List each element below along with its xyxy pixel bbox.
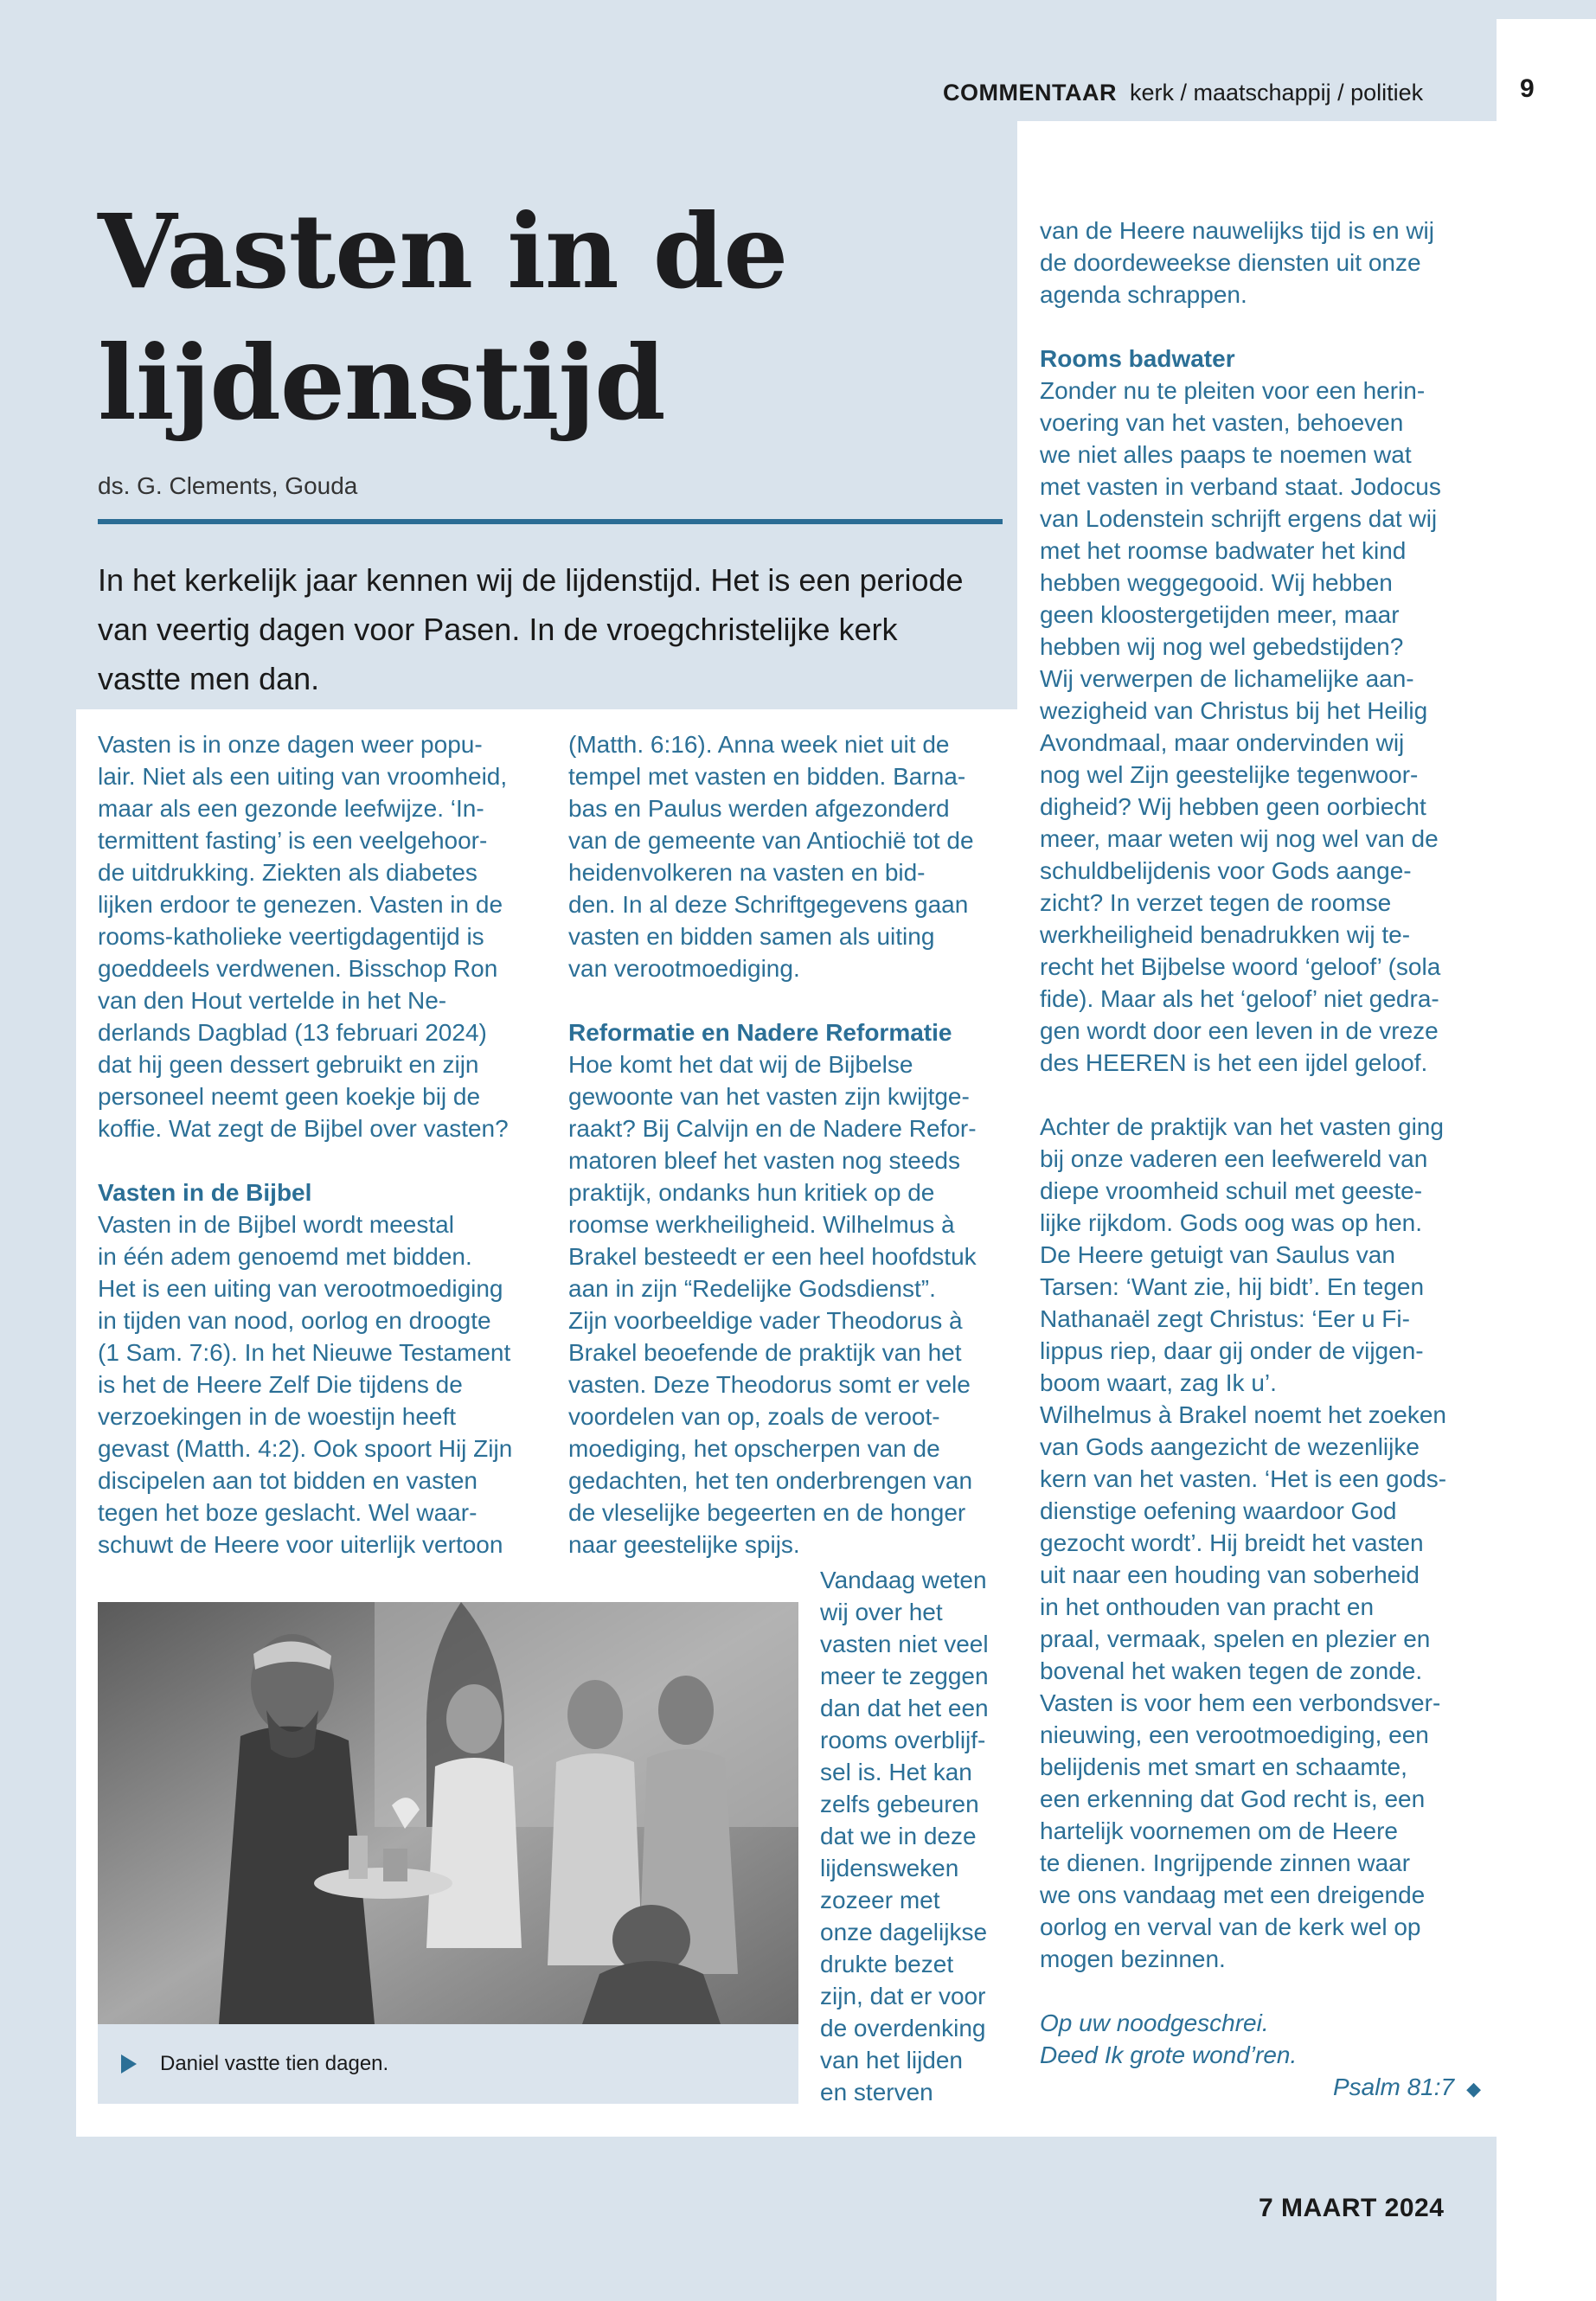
lead-paragraph xyxy=(98,555,1016,703)
text-line: Wilhelmus à Brakel noemt het zoeken xyxy=(1040,1401,1446,1428)
text-line: lijdensweken xyxy=(820,1855,959,1881)
text-line: gewoonte van het vasten zijn kwijtge- xyxy=(568,1083,970,1110)
text-line: praktijk, ondanks hun kritiek op de xyxy=(568,1179,935,1206)
text-line: bij onze vaderen een leefwereld van xyxy=(1040,1145,1428,1172)
text-line: wij over het xyxy=(820,1599,943,1625)
text-line: een erkenning dat God recht is, een xyxy=(1040,1785,1426,1812)
text-line: Achter de praktijk van het vasten ging xyxy=(1040,1113,1444,1140)
text-line: matoren bleef het vasten nog steeds xyxy=(568,1147,960,1174)
text-line: gevast (Matth. 4:2). Ook spoort Hij Zijn xyxy=(98,1435,513,1462)
text-line: Vasten in de Bijbel wordt meestal xyxy=(98,1211,454,1238)
text-line: de overdenking xyxy=(820,2015,986,2041)
text-line: de doordeweekse diensten uit onze xyxy=(1040,249,1421,276)
text-line: schuldbelijdenis voor Gods aange- xyxy=(1040,857,1412,884)
text-line: de uitdrukking. Ziekten als diabetes xyxy=(98,859,478,886)
text-line: schuwt de Heere voor uiterlijk vertoon xyxy=(98,1531,503,1558)
text-line: Zijn voorbeeldige vader Theodorus à xyxy=(568,1307,963,1334)
text-line: drukte bezet xyxy=(820,1951,954,1977)
text-line: en sterven xyxy=(820,2079,933,2106)
text-line: hebben wij nog wel gebedstijden? xyxy=(1040,633,1404,660)
text-line: Brakel besteedt er een heel hoofdstuk xyxy=(568,1243,977,1270)
text-line: onze dagelijkse xyxy=(820,1919,988,1945)
subheading-rooms-badwater: Rooms badwater xyxy=(1040,345,1235,372)
paragraph xyxy=(98,1208,539,1561)
text-line: dan dat het een xyxy=(820,1695,989,1721)
caption-text: Daniel vastte tien dagen. xyxy=(160,2052,389,2075)
text-line: De Heere getuigt van Saulus van xyxy=(1040,1241,1395,1268)
text-line: van Lodenstein schrijft ergens dat wij xyxy=(1040,505,1438,532)
quote-line-1: Op uw noodgeschrei. xyxy=(1040,2009,1269,2036)
text-line: meer, maar weten wij nog wel van de xyxy=(1040,825,1439,852)
text-line: de vleselijke begeerten en de honger xyxy=(568,1499,966,1526)
text-line: termittent fasting’ is een veelgehoor- xyxy=(98,827,488,854)
paragraph xyxy=(568,1048,1010,1561)
text-line: boom waart, zag Ik u’. xyxy=(1040,1369,1277,1396)
issue-date: 7 MAART 2024 xyxy=(1259,2194,1445,2222)
text-line: met vasten in verband staat. Jodocus xyxy=(1040,473,1441,500)
text-line: gezocht wordt’. Hij breidt het vasten xyxy=(1040,1529,1424,1556)
text-line: Vandaag weten xyxy=(820,1567,987,1593)
text-line: raakt? Bij Calvijn en de Nadere Refor- xyxy=(568,1115,977,1142)
text-line: uit naar een houding van soberheid xyxy=(1040,1561,1420,1588)
quote-line-2: Deed Ik grote wond’ren. xyxy=(1040,2041,1298,2068)
text-line: lair. Niet als een uiting van vroomheid, xyxy=(98,763,508,790)
text-line: gedachten, het ten onderbrengen van xyxy=(568,1467,973,1494)
text-line: Tarsen: ‘Want zie, hij bidt’. En tegen xyxy=(1040,1273,1425,1300)
text-line: is het de Heere Zelf Die tijdens de xyxy=(98,1371,463,1398)
end-mark-icon: ◆ xyxy=(1466,2078,1481,2099)
text-line: rooms-katholieke veertigdagentijd is xyxy=(98,923,484,950)
text-line: lijke rijkdom. Gods oog was op hen. xyxy=(1040,1209,1422,1236)
text-line: van de gemeente van Antiochië tot de xyxy=(568,827,974,854)
text-line: des HEEREN is het een ijdel geloof. xyxy=(1040,1049,1428,1076)
caption-arrow-icon xyxy=(121,2054,137,2073)
text-line: in tijden van nood, oorlog en droogte xyxy=(98,1307,491,1334)
quote-source: Psalm 81:7 ◆ xyxy=(1333,2073,1481,2100)
text-line: praal, vermaak, spelen en plezier en xyxy=(1040,1625,1431,1652)
text-line: wezigheid van Christus bij het Heilig xyxy=(1040,697,1428,724)
text-line: heidenvolkeren na vasten en bid- xyxy=(568,859,926,886)
text-line: hebben weggegooid. Wij hebben xyxy=(1040,569,1393,596)
text-line: goeddeels verdwenen. Bisschop Ron xyxy=(98,955,498,982)
text-line: naar geestelijke spijs. xyxy=(568,1531,800,1558)
text-line: derlands Dagblad (13 februari 2024) xyxy=(98,1019,487,1046)
text-line: vasten. Deze Theodorus somt er vele xyxy=(568,1371,971,1398)
byline: ds. G. Clements, Gouda xyxy=(98,472,358,499)
text-line: tegen het boze geslacht. Wel waar- xyxy=(98,1499,478,1526)
text-line: (1 Sam. 7:6). In het Nieuwe Testament xyxy=(98,1339,511,1366)
column-2-continued xyxy=(820,1564,1010,2108)
text-line: gen wordt door een leven in de vreze xyxy=(1040,1017,1439,1044)
text-line: personeel neemt geen koekje bij de xyxy=(98,1083,481,1110)
text-line: in één adem genoemd met bidden. xyxy=(98,1243,472,1270)
text-line: van Gods aangezicht de wezenlijke xyxy=(1040,1433,1420,1460)
text-line: mogen bezinnen. xyxy=(1040,1945,1226,1972)
text-line: van de Heere nauwelijks tijd is en wij xyxy=(1040,217,1434,244)
text-line: aan in zijn “Redelijke Godsdienst”. xyxy=(568,1275,936,1302)
text-line: Hoe komt het dat wij de Bijbelse xyxy=(568,1051,913,1078)
lead-line: vastte men dan. xyxy=(98,661,320,696)
text-line: (Matth. 6:16). Anna week niet uit de xyxy=(568,731,950,758)
paragraph xyxy=(1040,375,1481,1079)
page-number: 9 xyxy=(1520,74,1535,103)
column-3 xyxy=(1040,215,1481,2105)
subheading-reformatie: Reformatie en Nadere Reformatie xyxy=(568,1019,952,1046)
text-line: lippus riep, daar gij onder de vijgen- xyxy=(1040,1337,1424,1364)
text-line: Nathanaël zegt Christus: ‘Eer u Fi- xyxy=(1040,1305,1410,1332)
text-line: tempel met vasten en bidden. Barna- xyxy=(568,763,966,790)
text-line: kern van het vasten. ‘Het is een gods- xyxy=(1040,1465,1447,1492)
text-line: bovenal het waken tegen de zonde. xyxy=(1040,1657,1423,1684)
text-line: dat we in deze xyxy=(820,1823,977,1849)
text-line: Vasten is in onze dagen weer popu- xyxy=(98,731,483,758)
article-title xyxy=(98,186,1015,449)
lead-line: van veertig dagen voor Pasen. In de vroegchristelijke kerk xyxy=(98,612,898,647)
text-line: dienstige oefening waardoor God xyxy=(1040,1497,1397,1524)
text-line: rooms overblijf- xyxy=(820,1727,986,1753)
section-label xyxy=(943,80,1423,106)
text-line: dat hij geen dessert gebruikt en zijn xyxy=(98,1051,479,1078)
figure-caption xyxy=(98,2024,798,2104)
paragraph xyxy=(1040,1111,1481,1975)
text-line: vasten en bidden samen als uiting xyxy=(568,923,935,950)
lead-line: In het kerkelijk jaar kennen wij de lijdenstijd. Het is een periode xyxy=(98,562,964,598)
text-line: vasten niet veel xyxy=(820,1631,989,1657)
paragraph xyxy=(98,728,539,1144)
text-line: recht het Bijbelse woord ‘geloof’ (sola xyxy=(1040,953,1441,980)
text-line: diepe vroomheid schuil met geeste- xyxy=(1040,1177,1423,1204)
title-line-2: lijdenstijd xyxy=(98,323,665,443)
text-line: oorlog en verval van de kerk wel op xyxy=(1040,1913,1421,1940)
illustration-artwork xyxy=(98,1602,798,2024)
illustration-daniel xyxy=(98,1602,798,2024)
paragraph xyxy=(568,728,1010,984)
text-line: Zonder nu te pleiten voor een herin- xyxy=(1040,377,1426,404)
text-line: Het is een uiting van verootmoediging xyxy=(98,1275,503,1302)
text-line: Brakel beoefende de praktijk van het xyxy=(568,1339,962,1366)
text-line: lijken erdoor te genezen. Vasten in de xyxy=(98,891,503,918)
column-2 xyxy=(568,728,1010,1561)
section-subtitle: kerk / maatschappij / politiek xyxy=(1130,80,1424,106)
text-line: te dienen. Ingrijpende zinnen waar xyxy=(1040,1849,1411,1876)
text-line: moediging, het opscherpen van de xyxy=(568,1435,940,1462)
text-line: meer te zeggen xyxy=(820,1663,989,1689)
text-line: zicht? In verzet tegen de roomse xyxy=(1040,889,1392,916)
text-line: Wij verwerpen de lichamelijke aan- xyxy=(1040,665,1414,692)
section-name: COMMENTAAR xyxy=(943,80,1117,106)
title-rule xyxy=(98,519,1003,524)
text-line: roomse werkheiligheid. Wilhelmus à xyxy=(568,1211,955,1238)
text-line: voering van het vasten, behoeven xyxy=(1040,409,1404,436)
text-line: koffie. Wat zegt de Bijbel over vasten? xyxy=(98,1115,509,1142)
text-line: werkheiligheid benadrukken wij te- xyxy=(1040,921,1411,948)
text-line: we ons vandaag met een dreigende xyxy=(1040,1881,1426,1908)
text-line: zozeer met xyxy=(820,1887,940,1913)
paragraph xyxy=(1040,215,1481,311)
text-line: met het roomse badwater het kind xyxy=(1040,537,1407,564)
text-line: discipelen aan tot bidden en vasten xyxy=(98,1467,478,1494)
text-line: sel is. Het kan xyxy=(820,1759,972,1785)
text-line: maar als een gezonde leefwijze. ‘In- xyxy=(98,795,484,822)
text-line: Vasten is voor hem een verbondsver- xyxy=(1040,1689,1441,1716)
text-line: geen kloostergetijden meer, maar xyxy=(1040,601,1400,628)
text-line: van den Hout vertelde in het Ne- xyxy=(98,987,447,1014)
page-tab xyxy=(1497,19,1596,2301)
page-header xyxy=(0,0,1596,121)
text-line: zijn, dat er voor xyxy=(820,1983,986,2009)
text-line: we niet alles paaps te noemen wat xyxy=(1040,441,1412,468)
text-line: voordelen van op, zoals de veroot- xyxy=(568,1403,940,1430)
text-line: van het lijden xyxy=(820,2047,964,2073)
text-line: fide). Maar als het ‘geloof’ niet gedra- xyxy=(1040,985,1439,1012)
text-line: verzoekingen in de woestijn heeft xyxy=(98,1403,457,1430)
text-line: hartelijk voornemen om de Heere xyxy=(1040,1817,1398,1844)
column-1 xyxy=(98,728,539,1561)
text-line: in het onthouden van pracht en xyxy=(1040,1593,1375,1620)
text-line: agenda schrappen. xyxy=(1040,281,1247,308)
text-line: nog wel Zijn geestelijke tegenwoor- xyxy=(1040,761,1419,788)
text-line: Avondmaal, maar ondervinden wij xyxy=(1040,729,1405,756)
subheading-vasten-in-de-bijbel: Vasten in de Bijbel xyxy=(98,1179,312,1206)
text-line: van verootmoediging. xyxy=(568,955,800,982)
text-line: belijdenis met smart en schaamte, xyxy=(1040,1753,1407,1780)
text-line: den. In al deze Schriftgegevens gaan xyxy=(568,891,969,918)
title-line-1: Vasten in de xyxy=(98,191,788,311)
text-line: nieuwing, een verootmoediging, een xyxy=(1040,1721,1429,1748)
text-line: digheid? Wij hebben geen oorbiecht xyxy=(1040,793,1426,820)
text-line: zelfs gebeuren xyxy=(820,1791,979,1817)
text-line: bas en Paulus werden afgezonderd xyxy=(568,795,950,822)
